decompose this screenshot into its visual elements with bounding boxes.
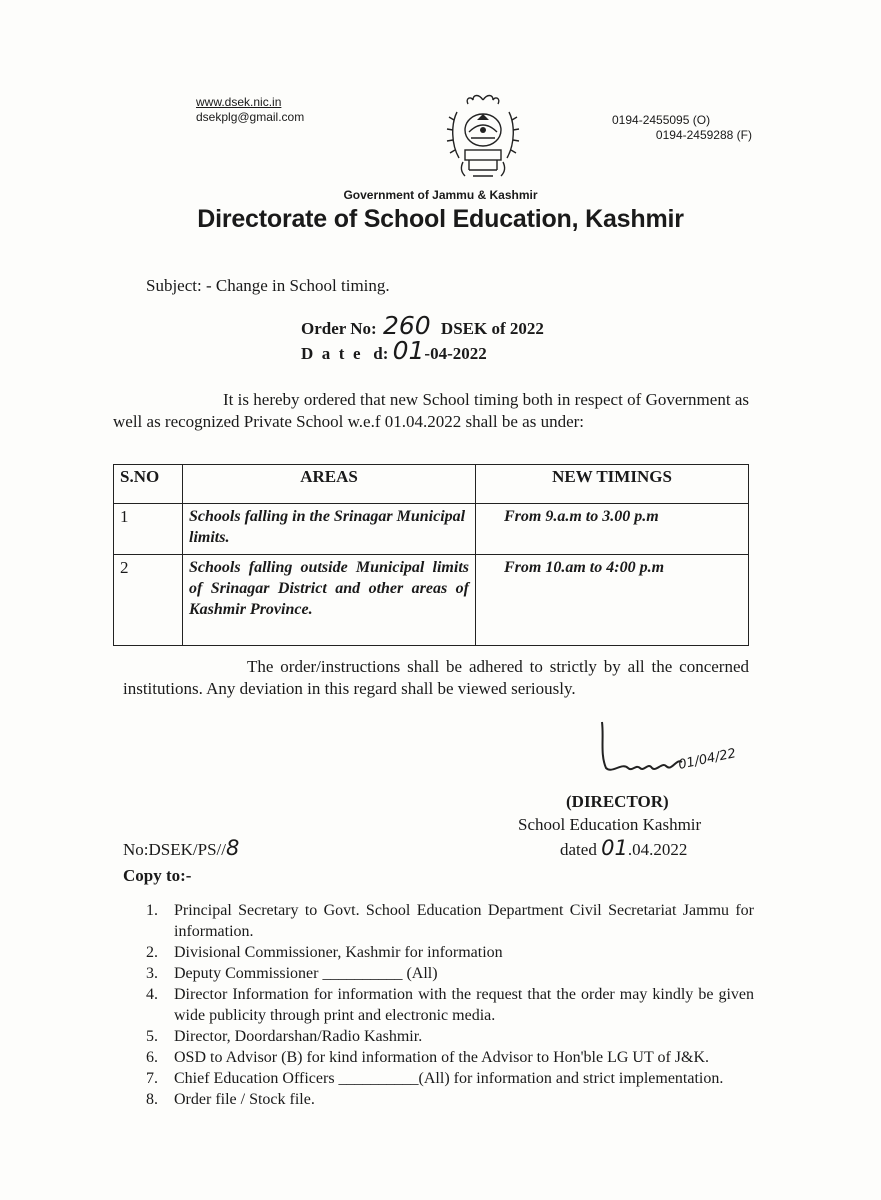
row-area: Schools falling outside Municipal limits of Srinagar District and other areas of Kashmir Province. [183, 555, 476, 646]
list-item [146, 900, 754, 942]
state-emblem-icon [443, 92, 523, 184]
list-item-number: 5. [146, 1028, 158, 1045]
closing-paragraph: The order/instructions shall be adhered to strictly by all the concerned institutions. Any deviation in this regard shall be viewed seriously. [123, 657, 749, 698]
row-timing: From 9.a.m to 3.00 p.m [476, 504, 749, 555]
table-row [114, 555, 749, 646]
phone-fax: 0194-2459288 (F) [655, 128, 752, 142]
list-item-text: Divisional Commissioner, Kashmir for information [174, 944, 503, 961]
director-signature-icon [592, 718, 782, 790]
order-number-handwritten: 260 [382, 311, 431, 340]
email-address: dsekplg@gmail.com [196, 110, 305, 124]
reference-number-handwritten: 8 [225, 836, 240, 860]
list-item-text: Chief Education Officers __________(All) for information and strict implementation. [174, 1070, 724, 1087]
school-timing-table [113, 464, 749, 646]
header-sno: S.NO [114, 465, 183, 504]
list-item-number: 6. [146, 1049, 158, 1066]
list-item-number: 2. [146, 944, 158, 961]
subject-line: Subject: - Change in School timing. [146, 276, 390, 295]
list-item-text: Director Information for information with the request that the order may kindly be given wide publicity through print and electronic media. [174, 986, 754, 1024]
list-item-text: Principal Secretary to Govt. School Education Department Civil Secretariat Jammu for information. [174, 902, 754, 940]
government-title: Government of Jammu & Kashmir [343, 188, 538, 202]
director-office: School Education Kashmir [518, 815, 702, 834]
list-item-text: Order file / Stock file. [174, 1091, 315, 1108]
letterhead-contacts-left [196, 95, 304, 125]
order-suffix: DSEK of 2022 [440, 319, 544, 338]
row-sno: 2 [114, 555, 183, 646]
list-item [146, 1089, 754, 1110]
list-item-text: Deputy Commissioner __________ (All) [174, 965, 438, 982]
reference-number [123, 838, 239, 860]
order-label: Order No: [301, 319, 377, 338]
list-item [146, 942, 754, 963]
row-area: Schools falling in the Srinagar Municipal limits. [183, 504, 476, 555]
list-item-text: OSD to Advisor (B) for kind information of the Advisor to Hon'ble LG UT of J&K. [174, 1049, 709, 1066]
list-item [146, 984, 754, 1026]
signature-dated-line [560, 838, 687, 860]
list-item [146, 1068, 754, 1089]
signature-handwritten-date: 01/04/22 [677, 746, 738, 773]
copy-to-heading: Copy to:- [123, 866, 192, 885]
phone-office: 0194-2455095 (O) [612, 113, 711, 127]
copy-to-list [146, 900, 754, 1110]
table-row [114, 504, 749, 555]
order-date-line [301, 336, 487, 365]
list-item-number: 1. [146, 902, 158, 919]
list-item-number: 8. [146, 1091, 158, 1108]
date-day-handwritten: 01 [392, 336, 425, 365]
list-item-text: Director, Doordarshan/Radio Kashmir. [174, 1028, 423, 1045]
list-item-number: 4. [146, 986, 158, 1003]
header-new-timings: NEW TIMINGS [476, 465, 749, 504]
header-areas: AREAS [183, 465, 476, 504]
list-item-number: 7. [146, 1070, 158, 1087]
row-sno: 1 [114, 504, 183, 555]
director-title: (DIRECTOR) [566, 792, 669, 811]
date-suffix: -04-2022 [424, 344, 487, 363]
list-item-number: 3. [146, 965, 158, 982]
row-timing: From 10.am to 4:00 p.m [476, 555, 749, 646]
list-item [146, 1026, 754, 1047]
list-item [146, 963, 754, 984]
intro-paragraph: It is hereby ordered that new School timing both in respect of Government as well as recognized Private School w.e.f 01.04.2022 shall be as under: [113, 390, 749, 431]
table-header-row [114, 465, 749, 504]
list-item [146, 1047, 754, 1068]
dated-rest: .04.2022 [627, 840, 688, 859]
directorate-title: Directorate of School Education, Kashmir [197, 205, 684, 233]
reference-label: No:DSEK/PS// [123, 840, 226, 859]
website-link[interactable]: www.dsek.nic.in [196, 95, 282, 109]
dated-day-handwritten: 01 [601, 836, 628, 860]
letterhead-contacts-right [612, 113, 752, 143]
dated-label: dated [560, 840, 597, 859]
date-label: D a t e d: [301, 344, 389, 363]
